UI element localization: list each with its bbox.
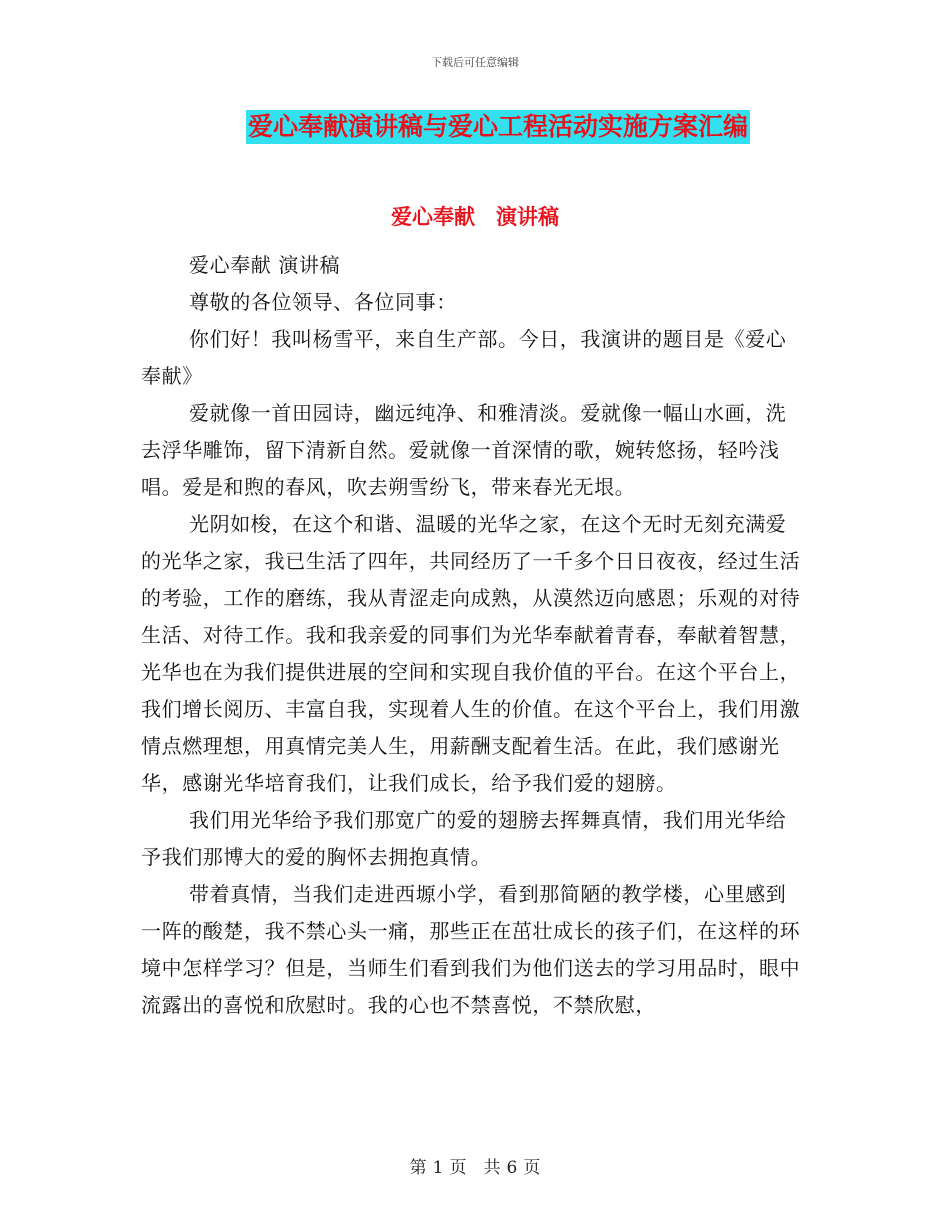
footer-page-number: 1 [432,1158,444,1178]
footer-total-pages: 6 [506,1158,518,1178]
footer-prefix: 第 [409,1158,427,1178]
page-footer [0,1153,950,1178]
body-text [141,247,805,1024]
document-title: 爱心奉献演讲稿与爱心工程活动实施方案汇编 [246,110,750,144]
paragraph-1: 爱心奉献 演讲稿 [189,253,341,277]
paragraph-5: 光阴如梭，在这个和谐、温暖的光华之家，在这个无时无刻充满爱的光华之家，我已生活了四年，共同经历了一千多个日日夜夜，经过生活的考验，工作的磨练，我从青涩走向成熟，从漠然迈向感恩；乐观的对待生活、对待工作。我和我亲爱的同事们为光华奉献着青春，奉献着智慧，光华也在为我们提供进展的空间和实现自我价值的平台。在这个平台上，我们增长阅历、丰富自我，实现着人生的价值。在这个平台上，我们用激情点燃理想，用真情完美人生，用薪酬支配着生活。在此，我们感谢光华，感谢光华培育我们，让我们成长，给予我们爱的翅膀。 [141,512,801,795]
section-title: 爱心奉献 演讲稿 [391,205,559,229]
paragraph-3: 你们好！我叫杨雪平，来自生产部。今日，我演讲的题目是《爱心奉献》 [141,327,787,388]
paragraph-6: 我们用光华给予我们那宽广的爱的翅膀去挥舞真情，我们用光华给予我们那博大的爱的胸怀去拥抱真情。 [141,808,787,869]
paragraph-4: 爱就像一首田园诗，幽远纯净、和雅清淡。爱就像一幅山水画，洗去浮华雕饰，留下清新自然。爱就像一首深情的歌，婉转悠扬，轻吟浅唱。爱是和煦的春风，吹去朔雪纷飞，带来春光无垠。 [141,401,787,499]
paragraph-2: 尊敬的各位领导、各位同事： [189,290,457,314]
footer-middle: 页 共 [449,1158,501,1178]
title-container [0,110,950,144]
page-header-note: 下载后可任意编辑 [431,56,519,69]
footer-suffix: 页 [523,1158,541,1178]
paragraph-7: 带着真情，当我们走进西塬小学，看到那简陋的教学楼，心里感到一阵的酸楚，我不禁心头一痛，那些正在茁壮成长的孩子们，在这样的环境中怎样学习？但是，当师生们看到我们为他们送去的学习用品时，眼中流露出的喜悦和欣慰时。我的心也不禁喜悦，不禁欣慰， [141,882,801,1017]
